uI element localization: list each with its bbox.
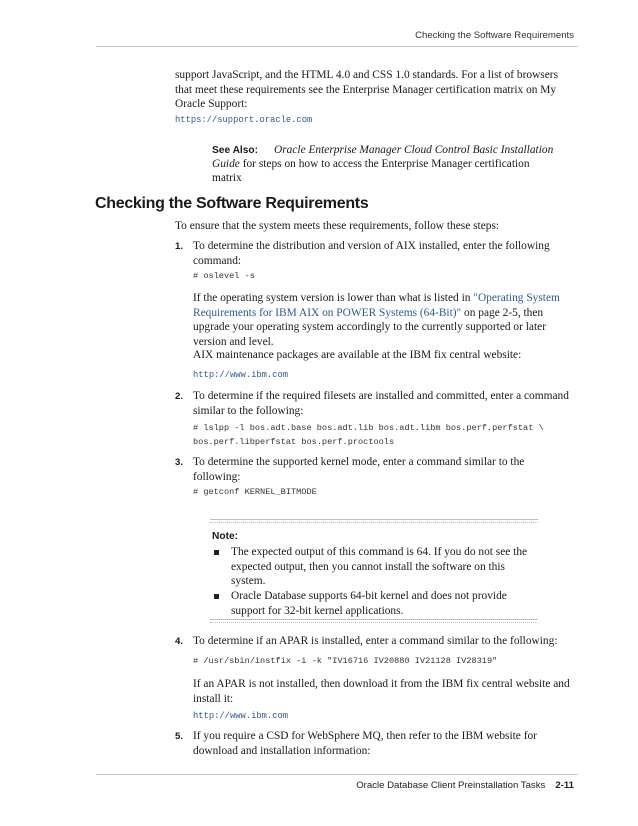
see-also-reference[interactable]: Oracle Enterprise Manager Cloud Control Basic Installation (274, 144, 554, 156)
see-also-label: See Also: (212, 145, 259, 156)
step-paragraph (193, 291, 560, 349)
step-line: command: (193, 254, 242, 267)
step-line: download and installation information: (193, 744, 371, 757)
note-line: expected output, then you cannot install the software on this (231, 560, 505, 573)
step-text (193, 729, 537, 758)
ibm-link[interactable]: http://www.ibm.com (193, 370, 289, 380)
code-command: # oslevel -s (193, 271, 255, 281)
see-also-text: for steps on how to access the Enterprise Manager certification (239, 158, 530, 170)
bullet-icon (214, 594, 219, 599)
running-header: Checking the Software Requirements (415, 30, 574, 41)
intro-paragraph (175, 68, 595, 112)
section-heading: Checking the Software Requirements (95, 195, 369, 212)
note-line: The expected output of this command is 64. If you do not see the (231, 546, 528, 558)
code-command: # getconf KERNEL_BITMODE (193, 487, 317, 497)
para-text: If the operating system version is lower than what is listed in (193, 292, 474, 304)
note-line: system. (231, 575, 266, 588)
see-also-line: matrix (212, 172, 242, 184)
step-line: similar to the following: (193, 404, 304, 417)
step-number: 2. (175, 391, 184, 402)
step-line: To determine if the required filesets are installed and committed, enter a command (193, 390, 569, 402)
step-line: To determine the supported kernel mode, enter a command similar to the (193, 456, 525, 468)
step-text: To determine if an APAR is installed, enter a command similar to the following: (193, 635, 558, 647)
intro-line: that meet these requirements see the Enterprise Manager certification matrix on My (175, 83, 557, 96)
section-lead: To ensure that the system meets these requirements, follow these steps: (175, 220, 500, 232)
step-number: 1. (175, 241, 184, 252)
step-number: 4. (175, 636, 184, 647)
footer-rule (96, 774, 578, 775)
step-text (193, 455, 524, 484)
step-text (193, 239, 550, 268)
support-link[interactable]: https://support.oracle.com (175, 115, 313, 125)
code-line: bos.perf.libperfstat bos.perf.proctools (193, 437, 395, 447)
step-line: upgrade your operating system accordingly to the currently supported or later (193, 321, 546, 334)
bullet-icon (214, 550, 219, 555)
step-line: If an APAR is not installed, then download it from the IBM fix central website and (193, 678, 570, 690)
note-top-rule (210, 519, 538, 523)
page-number: 2-11 (555, 780, 574, 791)
step-line: If you require a CSD for WebSphere MQ, then refer to the IBM website for (193, 730, 537, 742)
step-line: To determine the distribution and version of AIX installed, enter the following (193, 240, 550, 252)
intro-line: support JavaScript, and the HTML 4.0 and CSS 1.0 standards. For a list of browsers (175, 69, 559, 81)
see-also-line (212, 157, 530, 172)
step-line (193, 306, 560, 321)
ibm-link[interactable]: http://www.ibm.com (193, 711, 289, 721)
code-command: # /usr/sbin/instfix -i -k "IV16716 IV20880 IV21128 IV28319" (193, 656, 498, 666)
para-text: on page 2-5, then (461, 306, 544, 319)
step-paragraph: AIX maintenance packages are available at the IBM fix central website: (193, 349, 522, 361)
note-bullet-text (231, 545, 527, 589)
see-also-guide[interactable]: Guide (212, 158, 240, 170)
step-line: version and level. (193, 335, 274, 348)
footer (356, 780, 574, 791)
step-paragraph (193, 677, 570, 706)
step-number: 3. (175, 457, 184, 468)
header-rule (96, 46, 578, 47)
intro-line: Oracle Support: (175, 98, 248, 111)
step-number: 5. (175, 731, 184, 742)
note-line: Oracle Database supports 64-bit kernel and does not provide (231, 590, 507, 602)
os-requirements-link[interactable]: "Operating System (473, 292, 560, 304)
code-line: # lslpp -l bos.adt.base bos.adt.lib bos.adt.libm bos.perf.perfstat \ (193, 423, 544, 433)
step-line: install it: (193, 692, 234, 705)
os-requirements-link[interactable]: Requirements for IBM AIX on POWER Systems (64-Bit)" (193, 306, 462, 319)
note-line: support for 32-bit kernel applications. (231, 604, 404, 617)
note-title: Note: (212, 531, 239, 542)
code-command (193, 421, 544, 449)
step-text (193, 389, 569, 418)
step-line (193, 291, 560, 306)
footer-book-title: Oracle Database Client Preinstallation Tasks (356, 780, 546, 791)
step-line: following: (193, 470, 241, 483)
note-bullet-text (231, 589, 507, 618)
note-bottom-rule (210, 619, 538, 623)
